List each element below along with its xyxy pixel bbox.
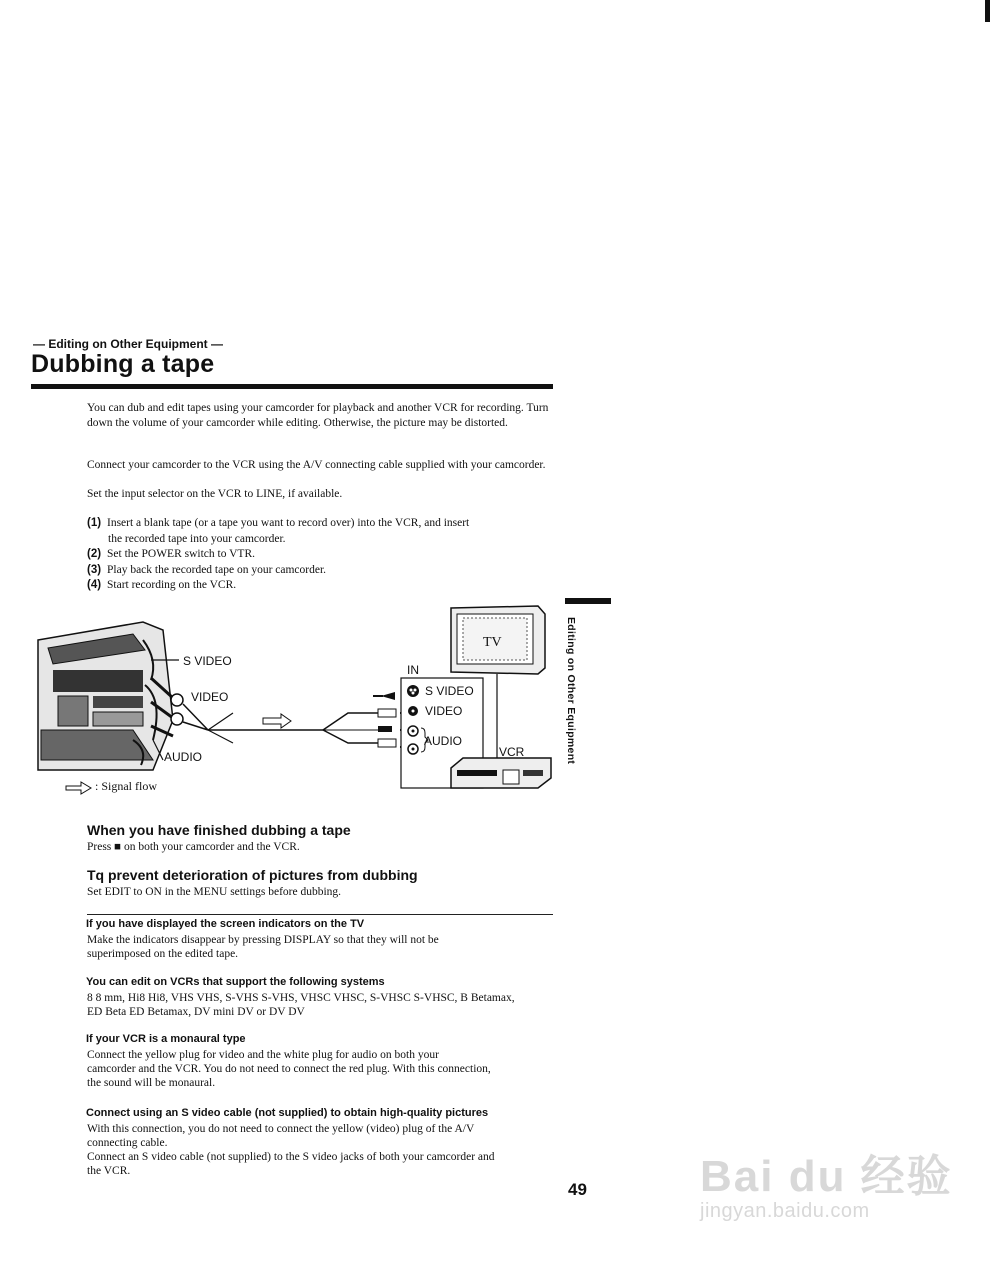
step-number: (3): [87, 563, 102, 576]
step-item: [87, 547, 557, 563]
chapter-tab-marker: [565, 598, 611, 604]
step-item: [87, 578, 557, 594]
note-line: the sound will be monaural.: [87, 1077, 216, 1089]
video-in-label: VIDEO: [425, 704, 463, 718]
finished-text: Press ■ on both your camcorder and the VCR.: [87, 841, 300, 853]
step-text: Set the POWER switch to VTR.: [107, 548, 256, 560]
svideo-out-label: S VIDEO: [183, 654, 232, 668]
note-body-monaural: [87, 1048, 557, 1090]
note-heading-screen-indicators: If you have displayed the screen indicators on the TV: [86, 918, 365, 930]
step-item: [87, 563, 557, 579]
note-line: Make the indicators disappear by pressing DISPLAY so that they will not be: [87, 934, 439, 946]
in-label: IN: [407, 663, 419, 677]
note-line: camcorder and the VCR. You do not need to connect the red plug. With this connection,: [87, 1063, 491, 1075]
step-number: (4): [87, 579, 102, 591]
step-continuation: the recorded tape into your camcorder.: [108, 532, 286, 545]
signal-flow-arrow: [263, 714, 291, 728]
step-text: Start recording on the VCR.: [107, 579, 237, 591]
intro-paragraph: You can dub and edit tapes using your camcorder for playback and another VCR for recording. Turn down the volume of your camcorder while editing. Otherwise, the picture may be distorted.: [87, 402, 549, 429]
step-text: Insert a blank tape (or a tape you want to record over) into the VCR, and insert: [107, 517, 470, 529]
steps-list: [87, 516, 557, 594]
step-number: (1): [87, 517, 102, 529]
note-line: Connect the yellow plug for video and the white plug for audio on both your: [87, 1049, 439, 1061]
note-heading-monaural: If your VCR is a monaural type: [86, 1033, 246, 1045]
audio-out-label: AUDIO: [164, 750, 203, 764]
note-line: superimposed on the edited tape.: [87, 948, 239, 960]
page-title: Dubbing a tape: [31, 350, 215, 378]
watermark-logo-text: Bai du 经验: [700, 1152, 953, 1201]
camcorder-illustration: [38, 622, 173, 770]
vcr-label: VCR: [499, 745, 525, 759]
note-heading-s-video: Connect using an S video cable (not supplied) to obtain high-quality pictures: [86, 1107, 489, 1119]
note-heading-systems: You can edit on VCRs that support the following systems: [86, 976, 385, 988]
scan-edge-mark: [985, 0, 990, 22]
step-item: [87, 516, 557, 532]
tv-label: TV: [483, 635, 502, 650]
note-line: With this connection, you do not need to connect the yellow (video) plug of the A/V: [87, 1123, 475, 1135]
step-number: (2): [87, 548, 102, 560]
connect-paragraph: Connect your camcorder to the VCR using the A/V connecting cable supplied with your camcorder.: [87, 459, 546, 471]
section-label: — Editing on Other Equipment —: [33, 337, 223, 351]
note-line: the VCR.: [87, 1165, 131, 1177]
chapter-side-label: Editing on Other Equipment: [565, 617, 577, 765]
step-text: Play back the recorded tape on your camcorder.: [107, 563, 327, 576]
note-line: Connect an S video cable (not supplied) to the S video jacks of both your camcorder and: [87, 1151, 495, 1163]
prevent-text: Set EDIT to ON in the MENU settings before dubbing.: [87, 886, 342, 898]
systems-line: 8 8 mm, Hi8 Hi8, VHS VHS, S-VHS S-VHS, VHSC VHSC, S-VHSC S-VHSC, B Betamax,: [87, 992, 515, 1004]
signal-flow-legend-icon: [66, 782, 91, 794]
finished-heading: When you have finished dubbing a tape: [87, 822, 351, 838]
note-body-s-video: [87, 1122, 557, 1178]
svideo-in-label: S VIDEO: [425, 684, 474, 698]
signal-flow-label: : Signal flow: [95, 779, 157, 793]
watermark-url: jingyan.baidu.com: [700, 1200, 870, 1222]
note-body-systems: [87, 991, 557, 1019]
title-rule: [31, 384, 553, 389]
prevent-heading: Tq prevent deterioration of pictures from dubbing: [87, 867, 418, 883]
page-number: 49: [568, 1180, 587, 1199]
input-selector-paragraph: Set the input selector on the VCR to LINE, if available.: [87, 488, 343, 500]
video-out-label: VIDEO: [191, 690, 229, 704]
systems-line: ED Beta ED Betamax, DV mini DV or DV DV: [87, 1006, 305, 1018]
baidu-watermark: [700, 1140, 953, 1223]
notes-divider: [87, 914, 553, 915]
connection-diagram: [33, 600, 563, 800]
note-body-screen-indicators: [87, 933, 557, 961]
audio-in-label: AUDIO: [424, 734, 463, 748]
note-line: connecting cable.: [87, 1137, 168, 1149]
